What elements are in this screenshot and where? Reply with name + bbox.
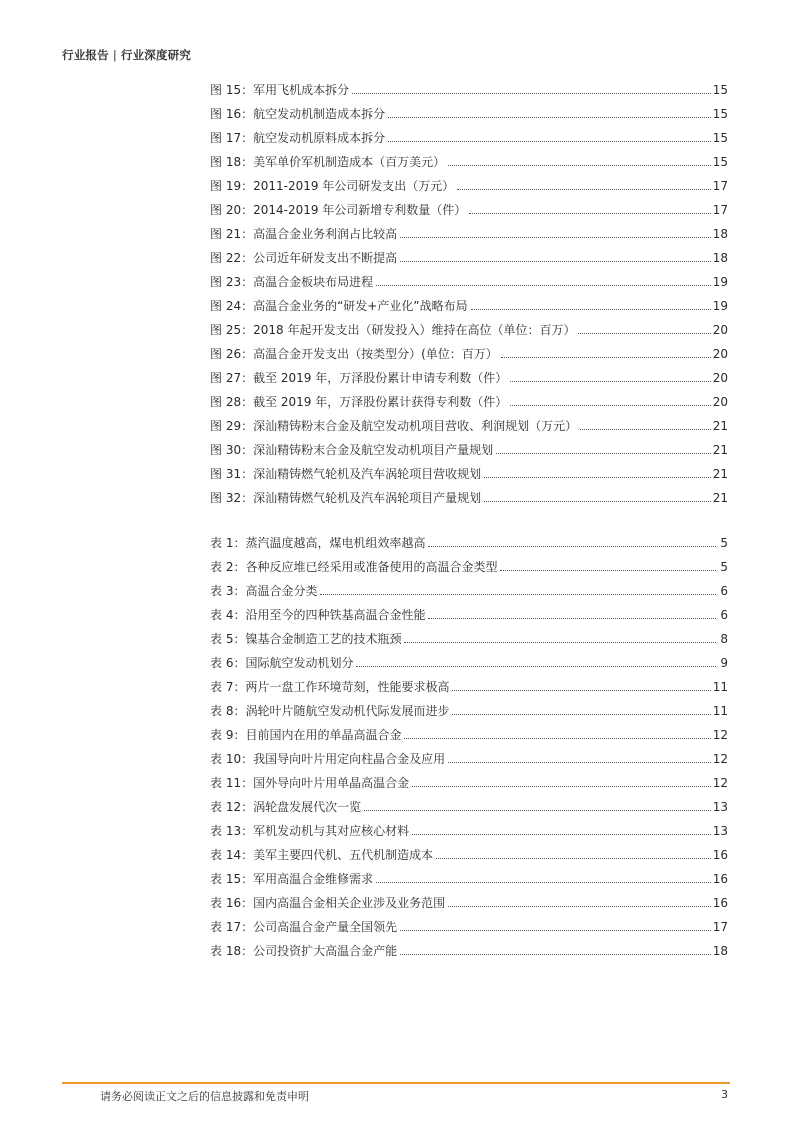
figure-index-entry[interactable] — [210, 98, 728, 122]
dot-leader — [400, 261, 711, 262]
figure-index-entry[interactable] — [210, 314, 728, 338]
table-index-entry[interactable] — [210, 911, 728, 935]
toc-entry-label: 图 31：深汕精铸燃气轮机及汽车涡轮项目营收规划 — [210, 467, 482, 481]
dot-leader — [388, 117, 711, 118]
dot-leader — [510, 381, 710, 382]
dot-leader — [448, 906, 711, 907]
toc-entry-label: 图 24：高温合金业务的“研发+产业化”战略布局 — [210, 299, 468, 313]
figure-index-entry[interactable] — [210, 266, 728, 290]
report-header — [62, 47, 191, 63]
toc-entry-page: 18 — [712, 251, 728, 265]
table-index-entry[interactable] — [210, 935, 728, 959]
dot-leader — [412, 786, 711, 787]
toc-entry-label: 表 5：镍基合金制造工艺的技术瓶颈 — [210, 632, 402, 646]
toc-entry-page: 11 — [712, 680, 728, 694]
figure-index-entry[interactable] — [210, 338, 728, 362]
toc-entry-label: 图 16：航空发动机制造成本拆分 — [210, 107, 386, 121]
dot-leader — [469, 213, 710, 214]
table-index-entry[interactable] — [210, 839, 728, 863]
dot-leader — [448, 762, 711, 763]
toc-entry-page: 12 — [712, 776, 728, 790]
toc-entry-label: 表 10：我国导向叶片用定向柱晶合金及应用 — [210, 752, 446, 766]
toc-entry-page: 17 — [712, 203, 728, 217]
figure-index-entry[interactable] — [210, 290, 728, 314]
table-index-entry[interactable] — [210, 695, 728, 719]
toc-entry-page: 19 — [712, 275, 728, 289]
toc-entry-label: 图 17：航空发动机原料成本拆分 — [210, 131, 386, 145]
figure-index-entry[interactable] — [210, 410, 728, 434]
footer-divider — [62, 1082, 730, 1084]
toc-entry-label: 表 17：公司高温合金产量全国领先 — [210, 920, 398, 934]
toc-entry-label: 表 6：国际航空发动机划分 — [210, 656, 354, 670]
dot-leader — [500, 570, 716, 571]
dot-leader — [457, 189, 710, 190]
toc-entry-page: 21 — [712, 467, 728, 481]
dot-leader — [484, 477, 711, 478]
dot-leader — [320, 594, 716, 595]
dot-leader — [428, 546, 716, 547]
toc-entry-page: 13 — [712, 824, 728, 838]
figure-index-entry[interactable] — [210, 386, 728, 410]
dot-leader — [448, 165, 711, 166]
toc-entry-label: 图 15：军用飞机成本拆分 — [210, 83, 350, 97]
dot-leader — [412, 834, 711, 835]
toc-entry-label: 图 29：深汕精铸粉末合金及航空发动机项目营收、利润规划（万元） — [210, 419, 578, 433]
toc-entry-label: 表 9：目前国内在用的单晶高温合金 — [210, 728, 402, 742]
dot-leader — [404, 642, 716, 643]
toc-entry-page: 11 — [712, 704, 728, 718]
figure-index-entry[interactable] — [210, 482, 728, 506]
toc-entry-label: 图 21：高温合金业务利润占比较高 — [210, 227, 398, 241]
header-separator: | — [112, 48, 117, 62]
dot-leader — [400, 237, 711, 238]
table-index-entry[interactable] — [210, 599, 728, 623]
toc-entry-page: 20 — [712, 371, 728, 385]
toc-entry-label: 表 8：涡轮叶片随航空发动机代际发展而进步 — [210, 704, 450, 718]
header-category: 行业报告 — [62, 48, 109, 62]
toc-entry-page: 12 — [712, 728, 728, 742]
dot-leader — [436, 858, 711, 859]
dot-leader — [484, 501, 711, 502]
table-index-entry[interactable] — [210, 815, 728, 839]
dot-leader — [352, 93, 711, 94]
toc-entry-label: 图 23：高温合金板块布局进程 — [210, 275, 374, 289]
toc-entry-label: 图 20：2014-2019 年公司新增专利数量（件） — [210, 203, 467, 217]
table-index-entry[interactable] — [210, 671, 728, 695]
figure-index-entry[interactable] — [210, 362, 728, 386]
toc-entry-page: 20 — [712, 347, 728, 361]
toc-entry-label: 表 16：国内高温合金相关企业涉及业务范围 — [210, 896, 446, 910]
toc-entry-page: 9 — [720, 656, 728, 670]
page-number: 3 — [721, 1088, 728, 1101]
toc-entry-label: 表 3：高温合金分类 — [210, 584, 318, 598]
table-index-entry[interactable] — [210, 647, 728, 671]
toc-entry-page: 18 — [712, 944, 728, 958]
toc-entry-page: 6 — [720, 608, 728, 622]
toc-entry-label: 图 28：截至 2019 年，万泽股份累计获得专利数（件） — [210, 395, 508, 409]
toc-entry-label: 表 7：两片一盘工作环境苛刻，性能要求极高 — [210, 680, 450, 694]
toc-entry-label: 表 4：沿用至今的四种铁基高温合金性能 — [210, 608, 426, 622]
table-index-entry[interactable] — [210, 791, 728, 815]
dot-leader — [510, 405, 710, 406]
toc-entry-page: 15 — [712, 131, 728, 145]
toc-entry-page: 15 — [712, 83, 728, 97]
toc-entry-label: 图 27：截至 2019 年，万泽股份累计申请专利数（件） — [210, 371, 508, 385]
dot-leader — [388, 141, 711, 142]
dot-leader — [376, 285, 711, 286]
toc-entry-page: 16 — [712, 872, 728, 886]
toc-entry-page: 17 — [712, 179, 728, 193]
dot-leader — [364, 810, 711, 811]
toc-entry-label: 图 25：2018 年起开发支出（研发投入）维持在高位（单位：百万） — [210, 323, 576, 337]
table-index-entry[interactable] — [210, 527, 728, 551]
figure-index-entry[interactable] — [210, 194, 728, 218]
dot-leader — [400, 930, 711, 931]
toc-entry-page: 16 — [712, 848, 728, 862]
figure-index-entry[interactable] — [210, 458, 728, 482]
figure-index-list — [210, 74, 728, 506]
table-index-entry[interactable] — [210, 863, 728, 887]
dot-leader — [580, 429, 711, 430]
toc-entry-page: 6 — [720, 584, 728, 598]
toc-entry-page: 21 — [712, 443, 728, 457]
toc-entry-label: 表 1：蒸汽温度越高，煤电机组效率越高 — [210, 536, 426, 550]
toc-entry-page: 5 — [720, 560, 728, 574]
toc-entry-label: 表 15：军用高温合金维修需求 — [210, 872, 374, 886]
dot-leader — [404, 738, 710, 739]
toc-entry-page: 13 — [712, 800, 728, 814]
dot-leader — [452, 714, 710, 715]
toc-entry-label: 图 18：美军单价军机制造成本（百万美元） — [210, 155, 446, 169]
toc-entry-page: 8 — [720, 632, 728, 646]
toc-entry-page: 12 — [712, 752, 728, 766]
toc-entry-label: 图 26：高温合金开发支出（按类型分）(单位：百万） — [210, 347, 498, 361]
toc-entry-label: 表 12：涡轮盘发展代次一览 — [210, 800, 362, 814]
dot-leader — [428, 618, 716, 619]
dot-leader — [452, 690, 710, 691]
toc-entry-label: 表 11：国外导向叶片用单晶高温合金 — [210, 776, 410, 790]
table-index-entry[interactable] — [210, 551, 728, 575]
toc-entry-page: 19 — [712, 299, 728, 313]
toc-entry-page: 20 — [712, 323, 728, 337]
toc-entry-page: 18 — [712, 227, 728, 241]
toc-entry-label: 表 14：美军主要四代机、五代机制造成本 — [210, 848, 434, 862]
table-index-entry[interactable] — [210, 623, 728, 647]
dot-leader — [578, 333, 710, 334]
table-index-entry[interactable] — [210, 887, 728, 911]
toc-entry-label: 图 19：2011-2019 年公司研发支出（万元） — [210, 179, 455, 193]
toc-entry-page: 21 — [712, 419, 728, 433]
toc-entry-page: 15 — [712, 107, 728, 121]
toc-entry-page: 15 — [712, 155, 728, 169]
dot-leader — [501, 357, 711, 358]
figure-index-entry[interactable] — [210, 434, 728, 458]
toc-entry-label: 表 13：军机发动机与其对应核心材料 — [210, 824, 410, 838]
toc-entry-page: 20 — [712, 395, 728, 409]
figure-index-entry[interactable] — [210, 242, 728, 266]
toc-entry-label: 图 32：深汕精铸燃气轮机及汽车涡轮项目产量规划 — [210, 491, 482, 505]
header-subcategory: 行业深度研究 — [120, 48, 192, 62]
footer-disclaimer: 请务必阅读正文之后的信息披露和免责申明 — [100, 1090, 309, 1103]
dot-leader — [376, 882, 711, 883]
figure-index-entry[interactable] — [210, 170, 728, 194]
toc-entry-page: 21 — [712, 491, 728, 505]
figure-index-entry[interactable] — [210, 74, 728, 98]
table-index-entry[interactable] — [210, 719, 728, 743]
toc-entry-page: 17 — [712, 920, 728, 934]
figure-index-entry[interactable] — [210, 146, 728, 170]
toc-entry-page: 5 — [720, 536, 728, 550]
toc-entry-label: 图 30：深汕精铸粉末合金及航空发动机项目产量规划 — [210, 443, 494, 457]
table-index-entry[interactable] — [210, 575, 728, 599]
dot-leader — [471, 309, 711, 310]
dot-leader — [400, 954, 711, 955]
dot-leader — [496, 453, 711, 454]
table-index-entry[interactable] — [210, 743, 728, 767]
dot-leader — [356, 666, 716, 667]
toc-entry-label: 表 18：公司投资扩大高温合金产能 — [210, 944, 398, 958]
toc-entry-label: 图 22：公司近年研发支出不断提高 — [210, 251, 398, 265]
figure-index-entry[interactable] — [210, 122, 728, 146]
toc-entry-label: 表 2：各种反应堆已经采用或准备使用的高温合金类型 — [210, 560, 498, 574]
table-index-list — [210, 527, 728, 959]
figure-index-entry[interactable] — [210, 218, 728, 242]
toc-entry-page: 16 — [712, 896, 728, 910]
table-index-entry[interactable] — [210, 767, 728, 791]
